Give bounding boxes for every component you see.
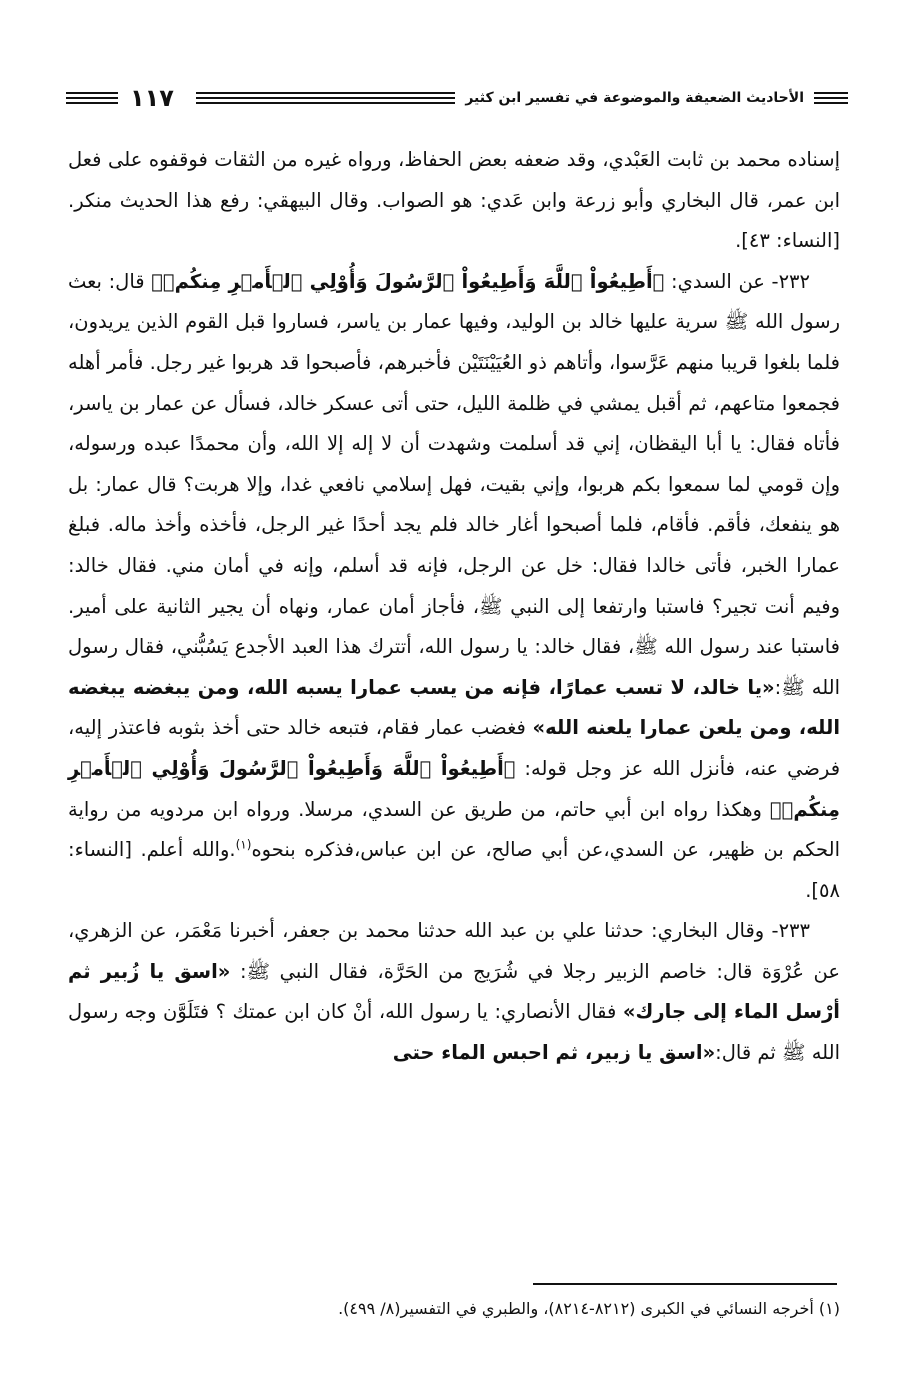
prophetic-saying-2: «اسق يا زُبير ثم أرْسل الماء إلى جارك»	[68, 959, 840, 1024]
page-header	[66, 80, 848, 116]
paragraph-232-text-d: .والله أعلم. [النساء: ٥٨].	[68, 838, 840, 902]
paragraph-1	[68, 140, 840, 262]
header-rule-left	[66, 92, 118, 104]
running-title: الأحاديث الضعيفة والموضوعة في تفسير ابن كثير	[465, 90, 804, 106]
paragraph-232-text-a: قال: بعث رسول الله ﷺ سرية عليها خالد بن الوليد، وفيها عمار بن ياسر، فساروا قبل القوم الذين يريدون، فلما بلغوا قريبا منهم عَرَّسوا، وأتاهم ذو العُيَيْنَتَيْن فأخبرهم، فأصبحوا قد هربوا غير رجل. فأمر أهله فجمعوا متاعهم، ثم أقبل يمشي في ظلمة الليل، حتى أتى عسكر خالد، فسأل عن عمار بن ياسر، فأتاه فقال: يا أبا اليقظان، إني قد أسلمت وشهدت أن لا إله إلا الله، وأن محمدًا عبده ورسوله، وإن قومي لما سمعوا بكم هربوا، وإني بقيت، فهل إسلامي نافعي غدا، وإلا هربت؟ قال عمار: بل هو ينفعك، فأقم. فأقام، فلما أصبحوا أغار خالد فلم يجد أحدًا غير الرجل، فأخذه وأخذ ماله. فبلغ عمارا الخبر، فأتى خالدا فقال: خل عن الرجل، فإنه قد أسلم، وإنه في أمان مني. فقال خالد: وفيم أنت تجير؟ فاستبا وارتفعا إلى النبي ﷺ، فأجاز أمان عمار، ونهاه أن يجير الثانية على أمير. فاستبا عند رسول الله ﷺ، فقال خالد: يا رسول الله، أتترك هذا العبد الأجدع يَسُبُّني، فقال رسول الله ﷺ:	[68, 269, 841, 699]
paragraph-232	[68, 262, 840, 912]
footnote-marker: (١)	[235, 837, 252, 852]
page-number: ١١٧	[130, 84, 174, 112]
paragraph-232-text-b: فغضب عمار فقام، فتبعه خالد حتى أخذ بثوبه فاعتذر إليه، فرضي عنه، فأنزل الله عز وجل قوله:	[68, 716, 841, 780]
paragraph-233	[68, 911, 840, 1073]
main-text	[68, 140, 840, 1074]
footnote: (١) أخرجه النسائي في الكبرى (٨٢١٢-٨٢١٤)، والطبري في التفسير(٨/ ٤٩٩).	[338, 1299, 840, 1318]
prophetic-saying-1: «يا خالد، لا تسب عمارًا، فإنه من يسب عمارا يسبه الله، ومن يبغضه يبغضه الله، ومن يلعن عمارا يلعنه الله»	[68, 675, 840, 740]
paragraph-233-text-b: فقال الأنصاري: يا رسول الله، أنْ كان ابن عمتك ؟ فتَلَوَّن وجه رسول الله ﷺ ثم قال:	[68, 1000, 840, 1065]
header-rule-right	[814, 92, 848, 104]
footnote-separator	[533, 1283, 837, 1285]
quran-verse-1: ﴿أَطِيعُواْ ٱللَّهَ وَأَطِيعُواْ ٱلرَّسُولَ وَأُوْلِي ٱلۡأَمۡرِ مِنكُمۡ﴾	[151, 269, 665, 293]
paragraph-233-text-a: ٢٣٣- وقال البخاري: حدثنا علي بن عبد الله حدثنا محمد بن جعفر، أخبرنا مَعْمَر، عن الزهري، عن عُرْوَة قال: خاصم الزبير رجلا في شُرَيج من الحَرَّة، فقال النبي ﷺ:	[68, 919, 840, 983]
hadith-232-number: ٢٣٢- عن السدي:	[671, 269, 810, 293]
quran-verse-2: ﴿أَطِيعُواْ ٱللَّهَ وَأَطِيعُواْ ٱلرَّسُولَ وَأُوْلِي ٱلۡأَمۡرِ مِنكُمۡ﴾	[68, 756, 840, 821]
paragraph-232-text-c: وهكذا رواه ابن أبي حاتم، من طريق عن السدي، مرسلا. ورواه ابن مردويه من رواية الحكم بن ظهير، عن السدي،عن أبي صالح، عن ابن عباس،فذكره بنحوه	[68, 797, 840, 862]
header-rule-middle	[196, 92, 455, 104]
prophetic-saying-3: «اسق يا زبير، ثم احبس الماء حتى	[392, 1041, 716, 1065]
paragraph-1-text: إسناده محمد بن ثابت العَبْدي، وقد ضعفه بعض الحفاظ، ورواه غيره من الثقات فوقفوه على فعل ابن عمر، قال البخاري وأبو زرعة وابن عَدي: هو الصواب. وقال البيهقي: رفع هذا الحديث منكر. [النساء: ٤٣].	[68, 148, 840, 253]
